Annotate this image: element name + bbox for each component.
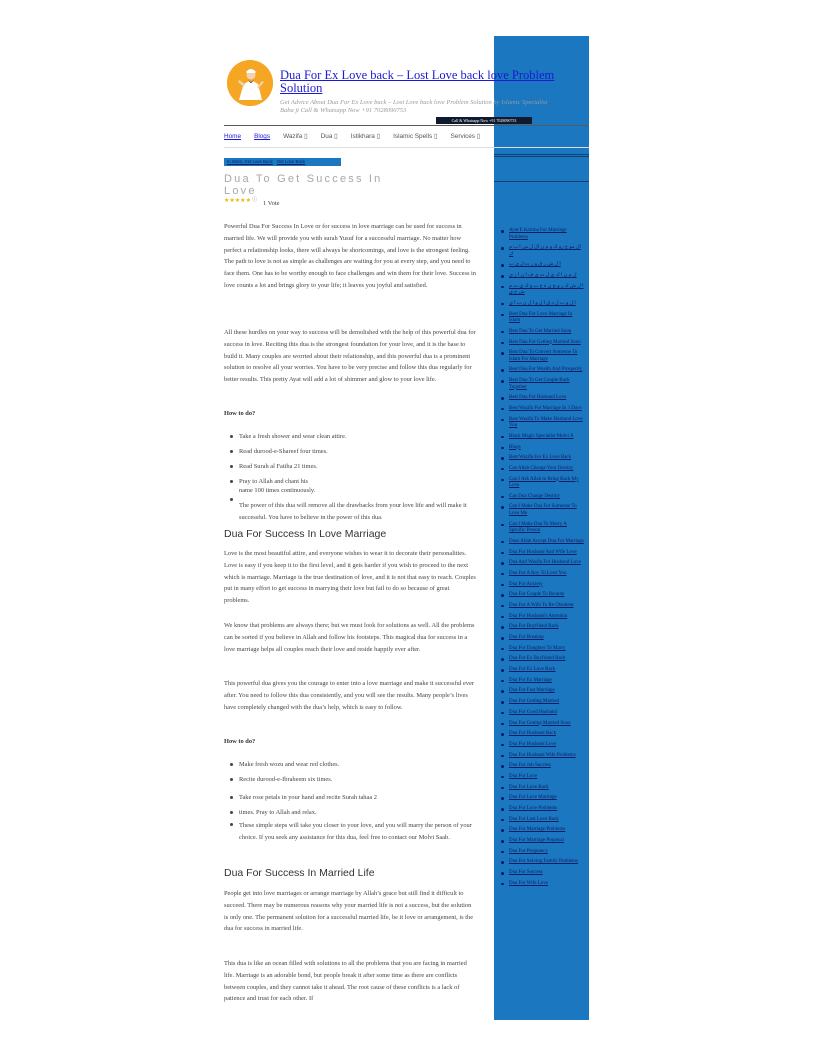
list-item: Take a fresh shower and wear clean attire. [230, 432, 476, 441]
sidebar-link[interactable]: Can Allah Change Your Destiny [509, 465, 574, 471]
sidebar-link-item [500, 817, 584, 824]
post-paragraph: The power of this dua will remove all the drawbacks from your love life and will make it successful. You have to believe in the power of this dua. [239, 502, 467, 521]
nav-top-divider [224, 125, 589, 126]
sidebar-link[interactable]: Dua For Anxiety [509, 581, 543, 587]
nav-bottom-divider [224, 147, 589, 148]
post-paragraph: We know that problems are always there; but we must look for solutions as well. All the problems can be sorted if you believe in Allah and follow his footsteps. This magical dua for success in a love marriage helps all couples reach their love and reside happily ever after. [224, 622, 475, 653]
breadcrumb [224, 158, 341, 166]
list-item: times. Pray to Allah and relax. [230, 808, 476, 817]
breadcrumb-link[interactable]: In Islam, Get Love Back [227, 159, 273, 164]
list-item: Read Surah al Fatiha 21 times. [230, 462, 476, 471]
sidebar-link[interactable]: Dua For A Wife To Be Obedient [509, 602, 574, 608]
sidebar-link-item [500, 406, 584, 413]
sidebar-link[interactable]: Dua And Wazifa For Husband Love [509, 560, 581, 566]
list-item: These simple steps will take you closer to your love, and you will marry the person of your choice. If you seek any assistance for this dua, feel free to contact our Molvi Saab. [230, 820, 476, 844]
sidebar-link[interactable]: Dua For Husband Back [509, 731, 557, 737]
rating-stars[interactable] [224, 198, 257, 204]
post-title: Dua To Get Success In Love [224, 173, 383, 197]
sidebar-link[interactable]: ا ل و ب ل د ق ا ل و ا ل ن ب ا ى [509, 300, 576, 306]
sidebar-link-item [500, 245, 584, 258]
post-paragraph: This powerful dua gives you the courage to enter into a love marriage and make it successful ever after. You need to follow this dua consistently, and you will see the results. Many people’s lives have completely changed with the dua’s help, which is easy to follow. [224, 680, 475, 711]
steps-list [230, 760, 476, 844]
list-item: Take rose petals in your hand and recite Surah tahaa 2 [230, 793, 476, 802]
sidebar-link-item [500, 522, 584, 535]
sidebar-link[interactable]: ل م ن ا ك ي ل ت ي ف ا ن ا ز ى [509, 273, 577, 279]
sidebar-link[interactable]: Blogs [509, 444, 521, 450]
sidebar-link[interactable]: Dua For Solving Family Problems [509, 859, 578, 865]
sidebar-link[interactable]: Best Dua For Wealth And Prosperity [509, 367, 583, 373]
sidebar-link[interactable]: Dua For Boyfriend Back [509, 624, 559, 630]
sidebar-link-item [500, 635, 584, 642]
nav-islamic-spells[interactable]: Islamic Spells ▯ [393, 133, 438, 140]
sidebar-link-item [500, 329, 584, 336]
sidebar-link-item [500, 228, 584, 241]
steps-list [230, 432, 476, 503]
sidebar-link[interactable]: Dua For Love Problems [509, 806, 558, 811]
nav-services[interactable]: Services ▯ [450, 133, 481, 140]
post-paragraph: Love is the most beautiful attire, and everyone wishes to wear it to decorate their personalities. Love is easy if you keep it to the first level, and it gets harder if you wish to proceed to the next which is marriage. Marriage is the true destination of love, and it is not that easy to reach. Couples put in many effort to get success in marrying their love but fail to do so because of great problems. [224, 550, 476, 605]
vote-count: 1 Vote [263, 200, 280, 207]
sidebar-link-item [500, 774, 584, 781]
sidebar-link-item [500, 742, 584, 749]
sidebar-link[interactable]: Dua For Marriage Problems [509, 827, 566, 833]
sidebar-link[interactable]: Dua For Husband Wife Problems [509, 752, 576, 758]
sidebar-link-list [500, 228, 584, 892]
sidebar-link[interactable]: Dua For Wife Love [509, 880, 549, 886]
sidebar-link[interactable]: Dua For Love Marriage [509, 795, 557, 801]
sidebar-link-item [500, 795, 584, 802]
sidebar-link[interactable]: Can I Make Dua To Marry A Specific Person [509, 521, 567, 534]
sidebar-link-item [500, 838, 584, 845]
sidebar-link[interactable]: Dua For Husband And Wife Love [509, 549, 577, 555]
sidebar-link-item [500, 624, 584, 631]
post-paragraph: Powerful Dua For Success In Love or for success in love marriage can be used for success in married life. We will provide you with surah Yusuf for a successful marriage. No matter how perfect a relationship looks, there will always be shortcomings, and love is the strongest feeling. The path to love is not as simple as challenges are waiting for you at every step, and you need to face them. One has to be worthy enough to face challenges and win them for their love. Success in love counts a lot and brings glory to your life; it leaves you joyful and satisfied. [224, 223, 476, 289]
sidebar-link-item [500, 504, 584, 517]
sidebar-link-item [500, 806, 584, 813]
sidebar-link[interactable]: Dua For Fast Marriage [509, 688, 555, 694]
sidebar-link[interactable]: Black Magic Specialist Molvi Ji [509, 433, 574, 439]
sidebar-link-item [500, 477, 584, 490]
sidebar-link[interactable]: Dua For Daughter To Marry [509, 645, 566, 651]
sidebar-link[interactable]: Best Wazifa To Make Husband Love You [509, 416, 583, 429]
sidebar-link-item [500, 753, 584, 760]
sidebar-link[interactable]: Dua For Couple To Reunite [509, 592, 565, 598]
list-item: Recite durood-e-Ibraheem six times. [230, 775, 476, 784]
sidebar-link-item [500, 350, 584, 363]
sidebar-link[interactable]: Dua For Ex Boyfriend Back [509, 656, 566, 662]
post-paragraph: This dua is like an ocean filled with solutions to all the problems that you are facing in married life. Marriage is an adorable bond, but people break it after some time as there are conflicts between couples, and they cannot take it ahead. The root cause of these conflicts is a lack of patience and trust for each other. If [224, 960, 467, 1003]
nav-istikhara[interactable]: Istikhara ▯ [350, 133, 381, 140]
sidebar-link-item [500, 395, 584, 402]
sidebar-link-item [500, 340, 584, 347]
sidebar-link[interactable]: Dua For A Boy To Love You [509, 570, 567, 576]
sidebar-link-item [500, 731, 584, 738]
sidebar-link-item [500, 646, 584, 653]
sidebar-link-item [500, 656, 584, 663]
sidebar-link[interactable]: Best Wazifa For Marriage In 3 Days [509, 405, 582, 411]
sidebar-link[interactable]: Dua For Lost Love Back [509, 816, 559, 822]
sidebar-link[interactable]: Best Dua For Getting Married Soon [509, 339, 581, 345]
sidebar-link[interactable]: Best Dua To Convert Someone To Islam For Marriage [509, 350, 578, 362]
sidebar-link-item [500, 455, 584, 462]
sidebar-link-item [500, 434, 584, 441]
contact-badge[interactable]: Call & Whatsapp Now +91 7028090753 [436, 117, 532, 124]
sidebar-link[interactable]: Can Dua Change Destiny [509, 493, 560, 499]
nav-wazifa[interactable]: Wazifa ▯ [283, 133, 308, 140]
site-tagline: Get Advice About Dua For Ex Love back – Lost Love back love Problem Solution by Islamic Specialist Baba ji Call & Whatsapp Now +91 7028090753 [280, 99, 548, 114]
sidebar-link-item [500, 678, 584, 685]
sidebar-link-item [500, 763, 584, 770]
sidebar-divider [494, 154, 589, 155]
sidebar-link[interactable]: Dua For Job Success [509, 763, 551, 769]
sidebar-link[interactable]: Best Dua For Husband Love [509, 395, 567, 401]
sidebar-link[interactable]: ا ل ش ر ق و ز ت ل ي ب [509, 262, 561, 268]
sidebar-link-item [500, 312, 584, 325]
sidebar-link-item [500, 539, 584, 546]
breadcrumb-link[interactable]: Get Love Back [276, 159, 306, 164]
sidebar-link-item [500, 571, 584, 578]
sidebar-link-item [500, 849, 584, 856]
how-to-heading: How to do? [224, 738, 256, 745]
sidebar-link[interactable]: Best Dua To Get Married Soon [509, 328, 572, 334]
sidebar-link-item [500, 445, 584, 452]
sidebar-link[interactable]: Dua For Love Back [509, 784, 549, 790]
main-nav [224, 131, 493, 143]
sidebar-link-item [500, 614, 584, 621]
sidebar-link-item [500, 284, 584, 297]
sidebar-link[interactable]: Dua For Getting Married Soon [509, 720, 571, 726]
sidebar-link[interactable]: Dua For Husband's Attention [509, 613, 568, 619]
sidebar-link-item [500, 721, 584, 728]
sidebar-link-item [500, 667, 584, 674]
sidebar-link-item [500, 494, 584, 501]
star-icon[interactable]: ★ [229, 198, 235, 204]
sidebar-link[interactable]: Dua For Husband Love [509, 741, 557, 747]
info-icon: ⓘ [251, 198, 257, 203]
star-icon[interactable]: ★ [224, 198, 230, 204]
sidebar-link[interactable]: Dua For Breakup [509, 635, 544, 640]
sidebar-link[interactable]: Ayat E Karima For Marriage Problems [509, 228, 567, 240]
sidebar-link-item [500, 582, 584, 589]
sidebar-link[interactable]: Dua For Ex Marriage [509, 677, 552, 683]
sidebar-link-item [500, 870, 584, 877]
post-paragraph: People get into love marriages or arrange marriage by Allah’s grace but still find it difficult to succeed. There may be numerous reasons why your married life is not a success, but the solution is only one. The permanent solution for a successful married life, be it love or arrangement, is the dua for success in married life. [224, 890, 474, 933]
sidebar-link[interactable]: Dua For Getting Married [509, 699, 560, 705]
sidebar-link[interactable]: Can I Make Dua For Someone To Love Me [509, 504, 577, 516]
sidebar-link[interactable]: Does Allah Accept Dua For Marriage [509, 538, 584, 544]
sidebar-link-item [500, 710, 584, 717]
site-title[interactable]: Dua For Ex Love back – Lost Love back love Problem Solution [280, 68, 555, 95]
sidebar-link[interactable]: Best Wazifa For Ex Love Back [509, 455, 572, 461]
sidebar-link[interactable]: ال مو ح رو ك و م ن ال ل س ا ب م ك [509, 245, 581, 257]
site-logo[interactable] [227, 60, 273, 106]
sidebar-link-item [500, 560, 584, 567]
star-icon[interactable]: ★ [234, 198, 241, 204]
sidebar-link[interactable]: Best Dua For Love Marriage In Islam [509, 311, 573, 324]
sidebar-link-item [500, 550, 584, 557]
list-item: Read durood-e-Shareef four times. [230, 447, 476, 456]
sidebar-link[interactable]: Dua For Love [509, 773, 538, 779]
section-heading: Dua For Success In Married Life [224, 867, 375, 879]
sidebar-link-item [500, 378, 584, 391]
nav-dua[interactable]: Dua ▯ [320, 133, 338, 140]
sidebar-link-item [500, 688, 584, 695]
list-item: Make fresh wozu and wear red clothes. [230, 760, 476, 769]
post-paragraph: All these hurdles on your way to success will be demolished with the help of this powerful dua for success in love. Reciting this dua is the strongest foundation for your love, and it is the base to build it. Many couples are worried about their relationship, and this powerful dua is a prominent solution to resolve all your worries. You have to be very precise and follow this dua regularly for better results. This pretty Ayat will add a lot of shimmer and glow to your love life. [224, 329, 476, 384]
sidebar-link[interactable]: Best Dua To Get Couple Back Together [509, 378, 570, 390]
sidebar-link[interactable]: Dua For Success [509, 870, 543, 876]
sidebar-divider [494, 156, 589, 157]
section-heading: Dua For Success In Love Marriage [224, 528, 387, 540]
sidebar-link[interactable]: Dua For Marriage Proposal [509, 838, 564, 844]
sidebar-divider [494, 181, 589, 182]
sidebar-link[interactable]: Dua For Pregnancy [509, 848, 548, 854]
nav-blogs[interactable]: Blogs [254, 133, 271, 140]
sidebar-link-item [500, 273, 584, 280]
star-icon[interactable]: ★ [245, 198, 251, 204]
sidebar-link-item [500, 367, 584, 374]
sidebar-link-item [500, 592, 584, 599]
sidebar-link-item [500, 827, 584, 834]
sidebar-link-item [500, 301, 584, 308]
sidebar-link-item [500, 603, 584, 610]
sidebar-link-item [500, 699, 584, 706]
how-to-heading: How to do? [224, 410, 256, 417]
sidebar-link-item [500, 417, 584, 430]
sidebar-link-item [500, 785, 584, 792]
sidebar-link-item [500, 859, 584, 866]
sidebar-link[interactable]: ا ل ش ك ر و ج ن ة ح ب و ك ي ت م ش ح ي [509, 283, 584, 296]
sidebar-link[interactable]: Dua For Ex Love Back [509, 667, 556, 673]
list-item: Pray to Allah and chant his name 100 times continuously. [230, 477, 319, 495]
star-icon[interactable]: ★ [240, 198, 246, 204]
right-sidebar [494, 36, 589, 1020]
sidebar-link-item [500, 262, 584, 269]
sidebar-link[interactable]: Can I Ask Allah to Bring Back My Love [509, 476, 579, 489]
sidebar-link-item [500, 881, 584, 888]
nav-home[interactable]: Home [224, 133, 242, 140]
sidebar-link-item [500, 466, 584, 473]
sidebar-link[interactable]: Dua For Good Husband [509, 709, 557, 715]
